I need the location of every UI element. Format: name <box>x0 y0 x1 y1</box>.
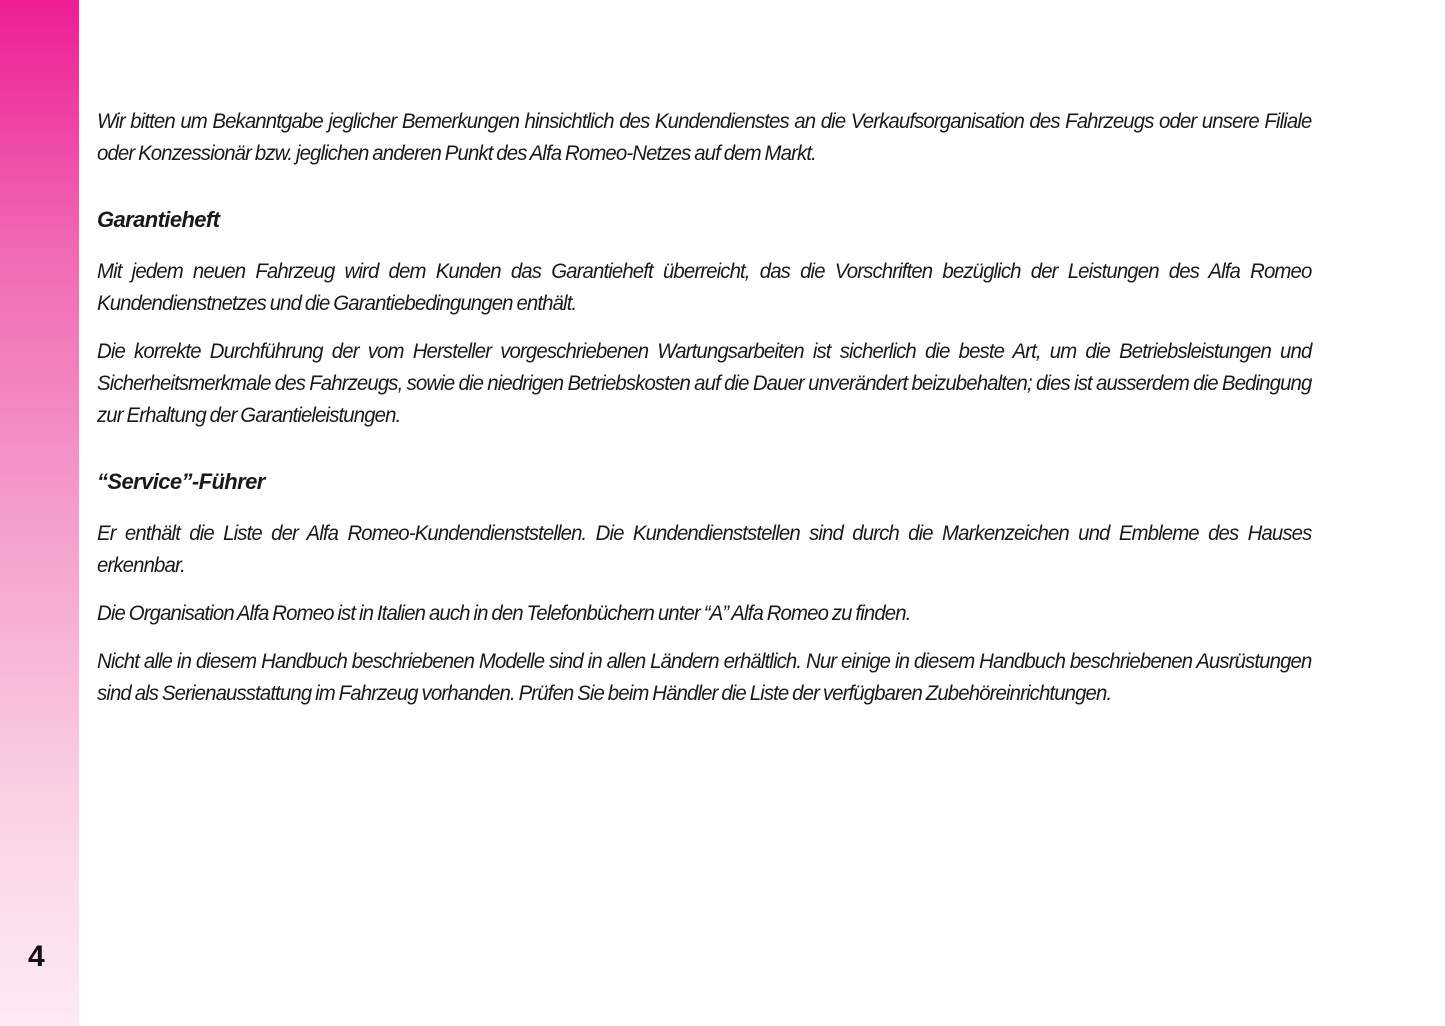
garantieheft-paragraph-2: Die korrekte Durchführung der vom Hersteller vorgeschriebenen Wartungsarbeiten ist sicherlich die beste Art, um die Betriebsleistungen und Sicherheitsmerkmale des Fahrzeugs, sowie die niedrigen Betriebskosten auf die Dauer unverändert beizubehalten; dies ist ausserdem die Bedingung zur Erhaltung der Garantieleistungen. <box>97 340 1312 427</box>
section-heading-garantieheft: Garantieheft <box>97 207 220 232</box>
service-paragraph-3: Nicht alle in diesem Handbuch beschriebenen Modelle sind in allen Ländern erhältlich. Nur einige in diesem Handbuch beschriebenen Ausrüstungen sind als Serienausstattung im Fahrzeug vorhanden. Prüfen Sie beim Händler die Liste der verfügbaren Zubehöreinrichtungen. <box>97 650 1312 705</box>
garantieheft-paragraph-1: Mit jedem neuen Fahrzeug wird dem Kunden das Garantieheft überreicht, das die Vorschriften bezüglich der Leistungen des Alfa Romeo Kundendienstnetzes und die Garantiebedingungen enthält. <box>97 260 1312 315</box>
intro-paragraph: Wir bitten um Bekanntgabe jeglicher Bemerkungen hinsichtlich des Kundendienstes an die Verkaufsorganisation des Fahrzeugs oder unsere Filiale oder Konzessionär bzw. jeglichen anderen Punkt des Alfa Romeo-Netzes auf dem Markt. <box>97 110 1312 165</box>
pink-side-band <box>0 0 79 1026</box>
service-paragraph-1: Er enthält die Liste der Alfa Romeo-Kundendienststellen. Die Kundendienststellen sind durch die Markenzeichen und Embleme des Hauses erkennbar. <box>97 522 1312 577</box>
page-number: 4 <box>28 940 45 973</box>
page-content <box>97 106 1349 726</box>
section-heading-service-fuehrer: “Service”-Führer <box>97 469 265 494</box>
service-paragraph-2: Die Organisation Alfa Romeo ist in Italien auch in den Telefonbüchern unter “A” Alfa Romeo zu finden. <box>97 602 911 625</box>
